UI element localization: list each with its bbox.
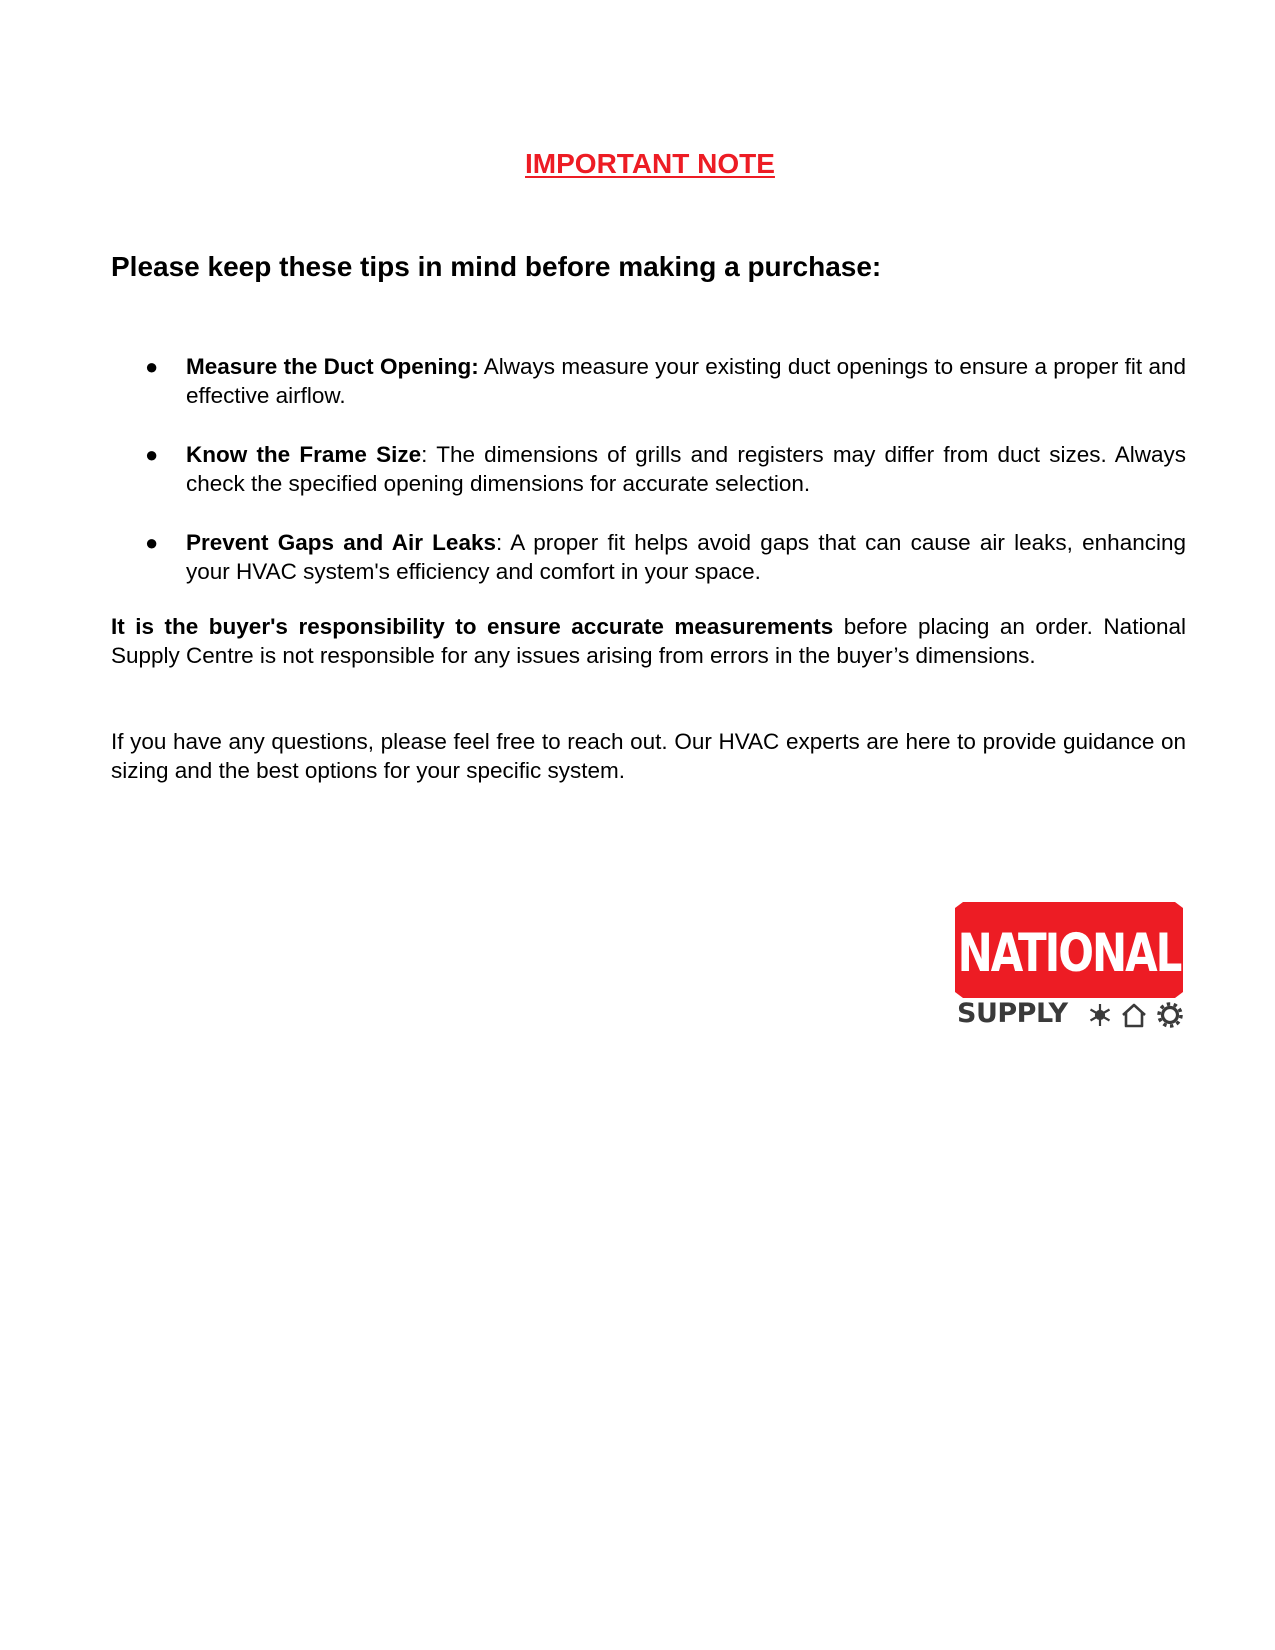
responsibility-paragraph <box>111 612 1186 670</box>
snowflake-sun-icon <box>1091 1004 1110 1026</box>
tip-prevent-gaps <box>111 528 1186 586</box>
tip-text: Always measure your existing duct openings to ensure a proper fit and effective airflow. <box>186 354 1186 408</box>
logo-wordmark: NATIONAL <box>957 922 1181 984</box>
tip-measure-duct-opening <box>111 352 1186 410</box>
logo-supply-text: SUPPLY <box>957 998 1068 1029</box>
responsibility-bold: It is the buyer's responsibility to ensure accurate measurements <box>111 614 834 639</box>
page-title: IMPORTANT NOTE <box>525 148 775 179</box>
bullet-icon: ● <box>145 530 159 555</box>
logo-icons <box>1087 1002 1183 1028</box>
responsibility-text: before placing an order. National Supply Centre is not responsible for any issues arising from errors in the buyer’s dimensions. <box>111 614 1186 668</box>
bullet-icon: ● <box>145 354 159 379</box>
national-supply-logo <box>955 902 1183 1028</box>
house-icon <box>1123 1005 1145 1026</box>
tip-know-frame-size <box>111 440 1186 498</box>
gear-icon <box>1159 1004 1181 1026</box>
tips-list <box>111 352 1186 616</box>
bullet-icon: ● <box>145 442 159 467</box>
tip-title: Prevent Gaps and Air Leaks <box>186 530 496 555</box>
tip-text: : A proper fit helps avoid gaps that can cause air leaks, enhancing your HVAC system's efficiency and comfort in your space. <box>186 530 1186 584</box>
tip-text: : The dimensions of grills and registers may differ from duct sizes. Always check the specified opening dimensions for accurate selection. <box>186 442 1187 496</box>
page-subtitle: Please keep these tips in mind before making a purchase: <box>111 251 882 282</box>
tip-title: Measure the Duct Opening: <box>186 354 479 379</box>
tip-title: Know the Frame Size <box>186 442 422 467</box>
contact-paragraph: If you have any questions, please feel free to reach out. Our HVAC experts are here to provide guidance on sizing and the best options for your specific system. <box>111 729 1186 783</box>
